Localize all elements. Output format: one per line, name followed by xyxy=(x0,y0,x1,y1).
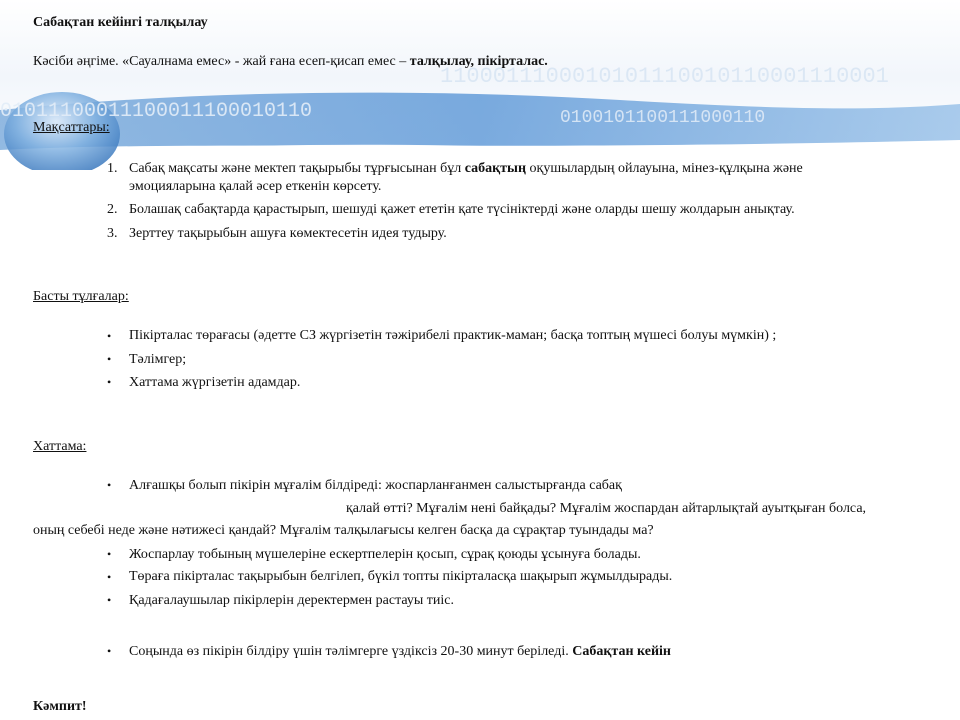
roles-heading: Басты тұлғалар: xyxy=(33,289,129,304)
bullet-icon: • xyxy=(107,375,112,389)
goal-text: Зерттеу тақырыбын ашуға көмектесетін идея тудыру. xyxy=(129,226,447,241)
final-bold: Сабақтан кейін xyxy=(572,644,671,659)
role-item: Пікірталас төрағасы (әдетте СЗ жүргізетін тәжірибелі практик-маман; басқа топтың мүшесі болуы мүмкін) ; xyxy=(129,328,777,343)
last-line: Кәмпит! xyxy=(33,699,87,714)
bullet-icon: • xyxy=(107,644,112,658)
intro-bold: талқылау, пікірталас. xyxy=(409,54,548,69)
final-plain: Соңында өз пікірін білдіру үшін тәлімгерге үздіксіз 20-30 минут беріледі. xyxy=(129,644,573,659)
doc-title: Сабақтан кейінгі талқылау xyxy=(33,15,208,30)
svg-text:0100101100111000110: 0100101100111000110 xyxy=(560,108,766,128)
protocol-item-line-1: Алғашқы болып пікірін мұғалім білдіреді: жоспарланғанмен салыстырғанда сабақ xyxy=(129,478,622,493)
protocol-item: Жоспарлау тобының мүшелеріне ескертпелерін қосып, сұрақ қоюды ұсынуға болады. xyxy=(129,547,641,562)
protocol-item-line-2: қалай өтті? Мұғалім нені байқады? Мұғалім жоспардан айтарлықтай ауытқыған болса, xyxy=(346,501,867,516)
protocol-heading: Хаттама: xyxy=(33,439,87,454)
goal-line-2: эмоцияларына қалай әсер еткенін көрсету. xyxy=(129,179,382,194)
bullet-icon: • xyxy=(107,547,112,561)
goal-text-bold: сабақтың xyxy=(464,161,527,176)
bullet-icon: • xyxy=(107,352,112,366)
goal-line xyxy=(129,160,803,178)
intro-line xyxy=(33,53,548,71)
goal-number: 1. xyxy=(107,161,118,176)
bullet-icon: • xyxy=(107,329,112,343)
bullet-icon: • xyxy=(107,570,112,584)
role-item: Хаттама жүргізетін адамдар. xyxy=(129,375,301,390)
protocol-final xyxy=(129,643,671,661)
goal-text: оқушылардың ойлауына, мінез-құлқына және xyxy=(526,161,803,176)
goal-number: 3. xyxy=(107,226,118,241)
bullet-icon: • xyxy=(107,478,112,492)
intro-plain: Кәсіби әңгіме. «Сауалнама емес» - жай ғана есеп-қисап емес – xyxy=(33,54,410,69)
protocol-item: Қадағалаушылар пікірлерін деректермен растауы тиіс. xyxy=(129,593,455,608)
protocol-item-line-3: оның себебі неде және нәтижесі қандай? Мұғалім талқылағысы келген басқа да сұрақтар туындады ма? xyxy=(33,523,654,538)
svg-text:01011100011100011100010110: 01011100011100011100010110 xyxy=(0,100,313,123)
goal-number: 2. xyxy=(107,202,118,217)
goal-text: Болашақ сабақтарда қарастырып, шешуді қажет ететін қате түсініктерді және оларды шешу жолдарын анықтау. xyxy=(129,202,795,217)
bg-binary-text: 1100011100010101110010110001110001 xyxy=(440,64,889,89)
goal-text: Сабақ мақсаты және мектеп тақырыбы тұрғысынан бұл xyxy=(129,161,465,176)
protocol-item: Төраға пікірталас тақырыбын белгілеп, бүкіл топты пікірталасқа шақырып жұмылдырады. xyxy=(129,569,673,584)
role-item: Тәлімгер; xyxy=(129,352,187,367)
goals-heading: Мақсаттары: xyxy=(33,120,110,135)
bullet-icon: • xyxy=(107,593,112,607)
